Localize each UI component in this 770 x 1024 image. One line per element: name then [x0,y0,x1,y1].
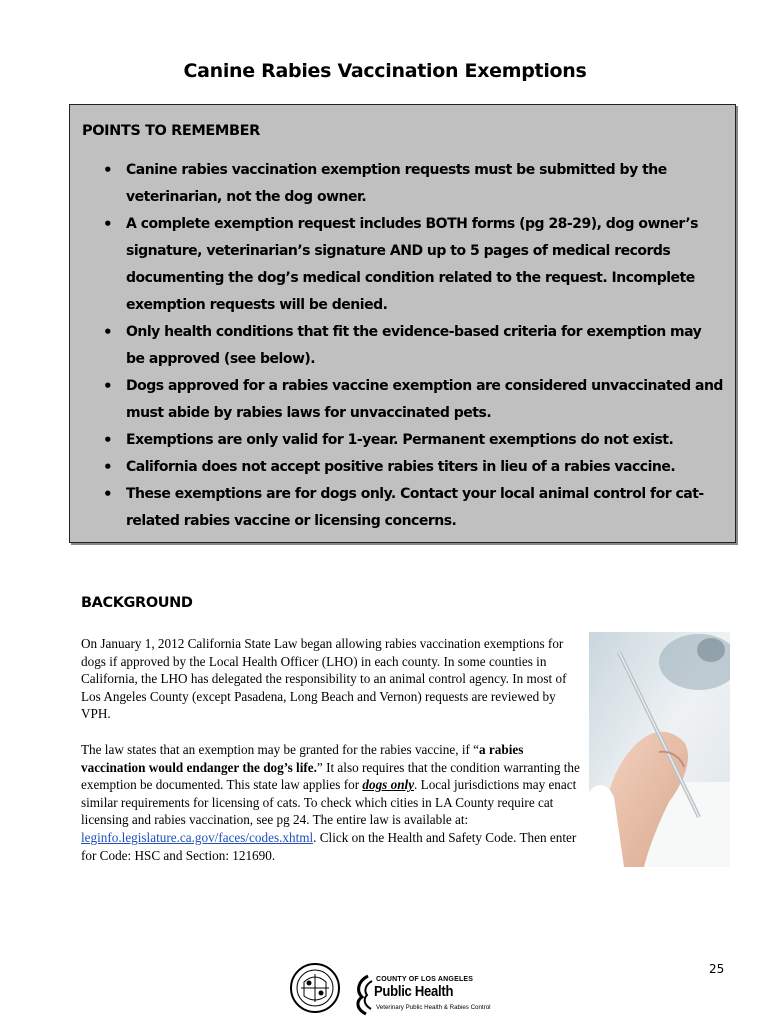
public-health-swirl-icon [352,973,374,1017]
law-link[interactable]: leginfo.legislature.ca.gov/faces/codes.xhtml [81,829,314,845]
logo-main-text: Public Health [374,984,454,1000]
list-item: • Canine rabies vaccination exemption requests must be submitted by the veterinarian, not the dog owner. [98,157,723,211]
county-seal-icon [289,962,341,1014]
points-heading: POINTS TO REMEMBER [82,123,260,139]
text-span: ” It also requires that the condition warranting the exemption be documented. This state law applies for [81,759,580,793]
text-span: . Local jurisdictions may enact similar requirements for licensing of cats. To check which cities in LA County require cat licensing and rabies vaccination, see pg 24. The entire law is available at: [81,777,577,828]
list-item: • Only health conditions that fit the evidence-based criteria for exemption may be approved (see below). [98,319,723,373]
text-span: The law states that an exemption may be granted for the rabies vaccine, if “ [81,742,480,757]
list-item: • Exemptions are only valid for 1-year. Permanent exemptions do not exist. [98,427,723,454]
hand-writing-photo [589,632,730,867]
page-title: Canine Rabies Vaccination Exemptions [183,60,587,82]
list-item: • These exemptions are for dogs only. Contact your local animal control for cat-related rabies vaccine or licensing concerns. [98,481,723,535]
logo-county-text: COUNTY OF LOS ANGELES [376,976,474,983]
logo-sub-text: Veterinary Public Health & Rabies Control [376,1004,491,1011]
text-span: . Click on the Health and Safety Code. Then enter for Code: HSC and Section: 121690. [81,829,577,863]
background-heading: BACKGROUND [81,595,193,611]
page-number: 25 [709,962,725,976]
hand-writing-image [589,632,730,867]
list-item: • California does not accept positive rabies titers in lieu of a rabies vaccine. [98,454,723,481]
dogs-only-emphasis: dogs only [362,777,415,793]
bold-quote: a rabies vaccination would endanger the dog’s life. [81,742,524,775]
list-item: • Dogs approved for a rabies vaccine exemption are considered unvaccinated and must abide by rabies laws for unvaccinated pets. [98,373,723,427]
points-list [98,157,723,535]
list-item: • A complete exemption request includes BOTH forms (pg 28-29), dog owner’s signature, veterinarian’s signature AND up to 5 pages of medical records documenting the dog’s medical condition related to the request. Incomplete exemption requests will be denied. [98,211,723,319]
points-to-remember-box [69,104,736,543]
public-health-logo [352,973,491,1017]
background-paragraph-1: On January 1, 2012 California State Law began allowing rabies vaccination exemptions for dogs if approved by the Local Health Officer (LHO) in each county. In some counties in California, the LHO has delegated the responsibility to an animal control agency. In most of Los Angeles County (except Pasadena, Long Beach and Vernon) requests are reviewed by VPH. [81,636,567,722]
background-paragraph-2 [81,741,586,864]
